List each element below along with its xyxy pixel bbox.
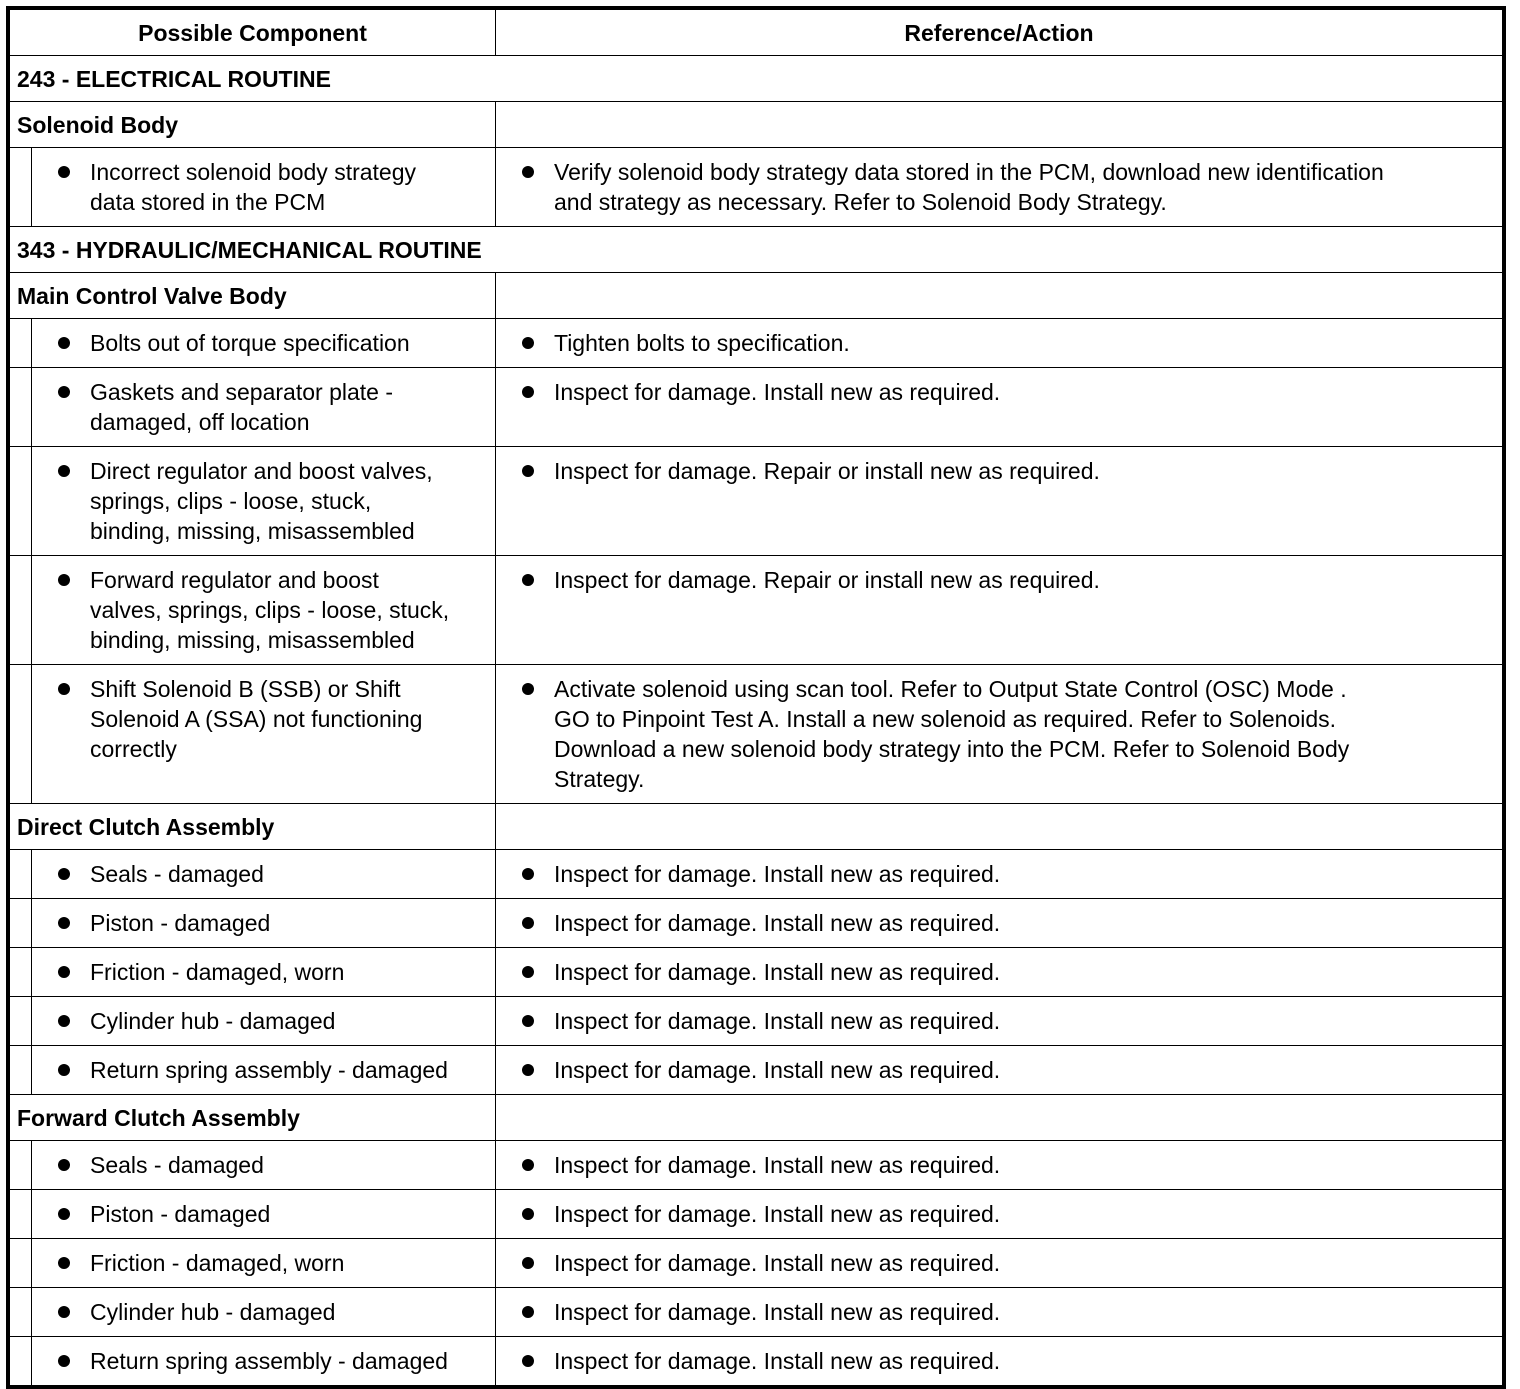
indent-cell: [10, 447, 32, 556]
group-name: Direct Clutch Assembly: [10, 804, 496, 850]
component-cell: [32, 556, 496, 665]
group-name: Main Control Valve Body: [10, 273, 496, 319]
action-cell: [496, 319, 1503, 368]
action-cell: [496, 899, 1503, 948]
table-row: [10, 899, 1503, 948]
bullet-icon: [58, 574, 70, 586]
action-cell: [496, 948, 1503, 997]
indent-cell: [10, 368, 32, 447]
bullet-icon: [522, 1306, 534, 1318]
bullet-icon: [522, 1015, 534, 1027]
component-cell: [32, 997, 496, 1046]
bullet-icon: [522, 337, 534, 349]
bullet-icon: [522, 574, 534, 586]
component-text: Piston - damaged: [90, 1201, 271, 1227]
action-text: Inspect for damage. Install new as required.: [554, 1250, 1001, 1276]
action-text: Inspect for damage. Install new as required.: [554, 1348, 1001, 1374]
action-cell: [496, 1239, 1503, 1288]
indent-cell: [10, 1190, 32, 1239]
action-cell: [496, 1337, 1503, 1386]
header-reference-action: Reference/Action: [496, 10, 1503, 56]
table-row: [10, 1337, 1503, 1386]
component-text: Piston - damaged: [90, 910, 271, 936]
indent-cell: [10, 850, 32, 899]
action-cell: [496, 1190, 1503, 1239]
action-cell: [496, 148, 1503, 227]
diagnostic-table-frame: [6, 6, 1506, 1389]
bullet-icon: [522, 386, 534, 398]
bullet-icon: [522, 166, 534, 178]
component-text: Gaskets and separator plate - damaged, off location: [90, 379, 393, 435]
component-cell: [32, 368, 496, 447]
bullet-icon: [58, 917, 70, 929]
component-cell: [32, 948, 496, 997]
component-cell: [32, 1141, 496, 1190]
indent-cell: [10, 1337, 32, 1386]
action-cell: [496, 850, 1503, 899]
action-text: Inspect for damage. Install new as required.: [554, 1152, 1001, 1178]
component-cell: [32, 1337, 496, 1386]
component-text: Friction - damaged, worn: [90, 1250, 345, 1276]
bullet-icon: [58, 386, 70, 398]
action-cell: [496, 368, 1503, 447]
table-row: [10, 1141, 1503, 1190]
bullet-icon: [522, 917, 534, 929]
group-row: [10, 1095, 1503, 1141]
bullet-icon: [58, 966, 70, 978]
action-cell: [496, 1288, 1503, 1337]
action-cell: [496, 556, 1503, 665]
indent-cell: [10, 665, 32, 804]
action-text: Inspect for damage. Install new as required.: [554, 861, 1001, 887]
bullet-icon: [522, 1208, 534, 1220]
component-text: Return spring assembly - damaged: [90, 1057, 448, 1083]
action-text: Inspect for damage. Repair or install new as required.: [554, 567, 1100, 593]
component-cell: [32, 850, 496, 899]
bullet-icon: [522, 465, 534, 477]
component-cell: [32, 1239, 496, 1288]
component-cell: [32, 148, 496, 227]
table-body: [10, 56, 1503, 1386]
bullet-icon: [522, 1355, 534, 1367]
group-action-empty: [496, 804, 1503, 850]
action-text: Inspect for damage. Install new as required.: [554, 1008, 1001, 1034]
bullet-icon: [522, 1257, 534, 1269]
indent-cell: [10, 319, 32, 368]
table-row: [10, 1046, 1503, 1095]
bullet-icon: [522, 868, 534, 880]
component-cell: [32, 1288, 496, 1337]
header-row: [10, 10, 1503, 56]
action-text: Inspect for damage. Install new as required.: [554, 959, 1001, 985]
component-cell: [32, 899, 496, 948]
bullet-icon: [58, 1208, 70, 1220]
table-row: [10, 148, 1503, 227]
indent-cell: [10, 148, 32, 227]
group-action-empty: [496, 102, 1503, 148]
indent-cell: [10, 997, 32, 1046]
action-cell: [496, 665, 1503, 804]
bullet-icon: [522, 683, 534, 695]
routine-row: [10, 56, 1503, 102]
table-row: [10, 368, 1503, 447]
bullet-icon: [522, 1064, 534, 1076]
component-cell: [32, 1190, 496, 1239]
table-row: [10, 447, 1503, 556]
action-text: Inspect for damage. Install new as required.: [554, 379, 1001, 405]
table-row: [10, 1190, 1503, 1239]
routine-title: 243 - ELECTRICAL ROUTINE: [10, 56, 1503, 102]
table-row: [10, 997, 1503, 1046]
component-cell: [32, 1046, 496, 1095]
action-text: Inspect for damage. Install new as required.: [554, 1299, 1001, 1325]
table-row: [10, 1239, 1503, 1288]
component-text: Forward regulator and boost valves, springs, clips - loose, stuck, binding, missing, misassembled: [90, 567, 450, 653]
action-cell: [496, 447, 1503, 556]
component-text: Cylinder hub - damaged: [90, 1008, 336, 1034]
indent-cell: [10, 556, 32, 665]
action-text: Activate solenoid using scan tool. Refer to Output State Control (OSC) Mode . GO to Pinpoint Test A. Install a new solenoid as required. Refer to Solenoids. Download a new solenoid body strategy into the PCM. Refer to Solenoid Body Strategy.: [554, 676, 1350, 792]
routine-title: 343 - HYDRAULIC/MECHANICAL ROUTINE: [10, 227, 1503, 273]
bullet-icon: [58, 166, 70, 178]
table-row: [10, 556, 1503, 665]
indent-cell: [10, 899, 32, 948]
action-text: Inspect for damage. Install new as required.: [554, 910, 1001, 936]
action-text: Inspect for damage. Install new as required.: [554, 1057, 1001, 1083]
routine-row: [10, 227, 1503, 273]
action-cell: [496, 997, 1503, 1046]
bullet-icon: [58, 1015, 70, 1027]
component-text: Seals - damaged: [90, 1152, 264, 1178]
table-row: [10, 850, 1503, 899]
bullet-icon: [58, 465, 70, 477]
indent-cell: [10, 948, 32, 997]
component-text: Cylinder hub - damaged: [90, 1299, 336, 1325]
group-row: [10, 102, 1503, 148]
action-text: Tighten bolts to specification.: [554, 330, 850, 356]
bullet-icon: [58, 868, 70, 880]
bullet-icon: [522, 966, 534, 978]
bullet-icon: [58, 1257, 70, 1269]
header-possible-component: Possible Component: [10, 10, 496, 56]
group-action-empty: [496, 1095, 1503, 1141]
group-action-empty: [496, 273, 1503, 319]
action-text: Inspect for damage. Install new as required.: [554, 1201, 1001, 1227]
bullet-icon: [58, 683, 70, 695]
group-name: Solenoid Body: [10, 102, 496, 148]
bullet-icon: [58, 1355, 70, 1367]
table-row: [10, 1288, 1503, 1337]
indent-cell: [10, 1141, 32, 1190]
bullet-icon: [58, 337, 70, 349]
indent-cell: [10, 1046, 32, 1095]
action-cell: [496, 1046, 1503, 1095]
table-row: [10, 948, 1503, 997]
bullet-icon: [58, 1064, 70, 1076]
component-cell: [32, 447, 496, 556]
bullet-icon: [58, 1159, 70, 1171]
table-row: [10, 319, 1503, 368]
indent-cell: [10, 1288, 32, 1337]
component-text: Return spring assembly - damaged: [90, 1348, 448, 1374]
component-cell: [32, 665, 496, 804]
diagnostic-table: [9, 9, 1503, 1386]
action-text: Verify solenoid body strategy data stored in the PCM, download new identification and strategy as necessary. Refer to Solenoid Body Strategy.: [554, 159, 1384, 215]
component-text: Incorrect solenoid body strategy data stored in the PCM: [90, 159, 417, 215]
component-text: Shift Solenoid B (SSB) or Shift Solenoid A (SSA) not functioning correctly: [90, 676, 423, 762]
table-row: [10, 665, 1503, 804]
component-text: Seals - damaged: [90, 861, 264, 887]
group-row: [10, 804, 1503, 850]
component-text: Direct regulator and boost valves, springs, clips - loose, stuck, binding, missing, misassembled: [90, 458, 433, 544]
component-text: Friction - damaged, worn: [90, 959, 345, 985]
action-cell: [496, 1141, 1503, 1190]
component-text: Bolts out of torque specification: [90, 330, 410, 356]
group-name: Forward Clutch Assembly: [10, 1095, 496, 1141]
group-row: [10, 273, 1503, 319]
component-cell: [32, 319, 496, 368]
bullet-icon: [522, 1159, 534, 1171]
indent-cell: [10, 1239, 32, 1288]
action-text: Inspect for damage. Repair or install new as required.: [554, 458, 1100, 484]
bullet-icon: [58, 1306, 70, 1318]
